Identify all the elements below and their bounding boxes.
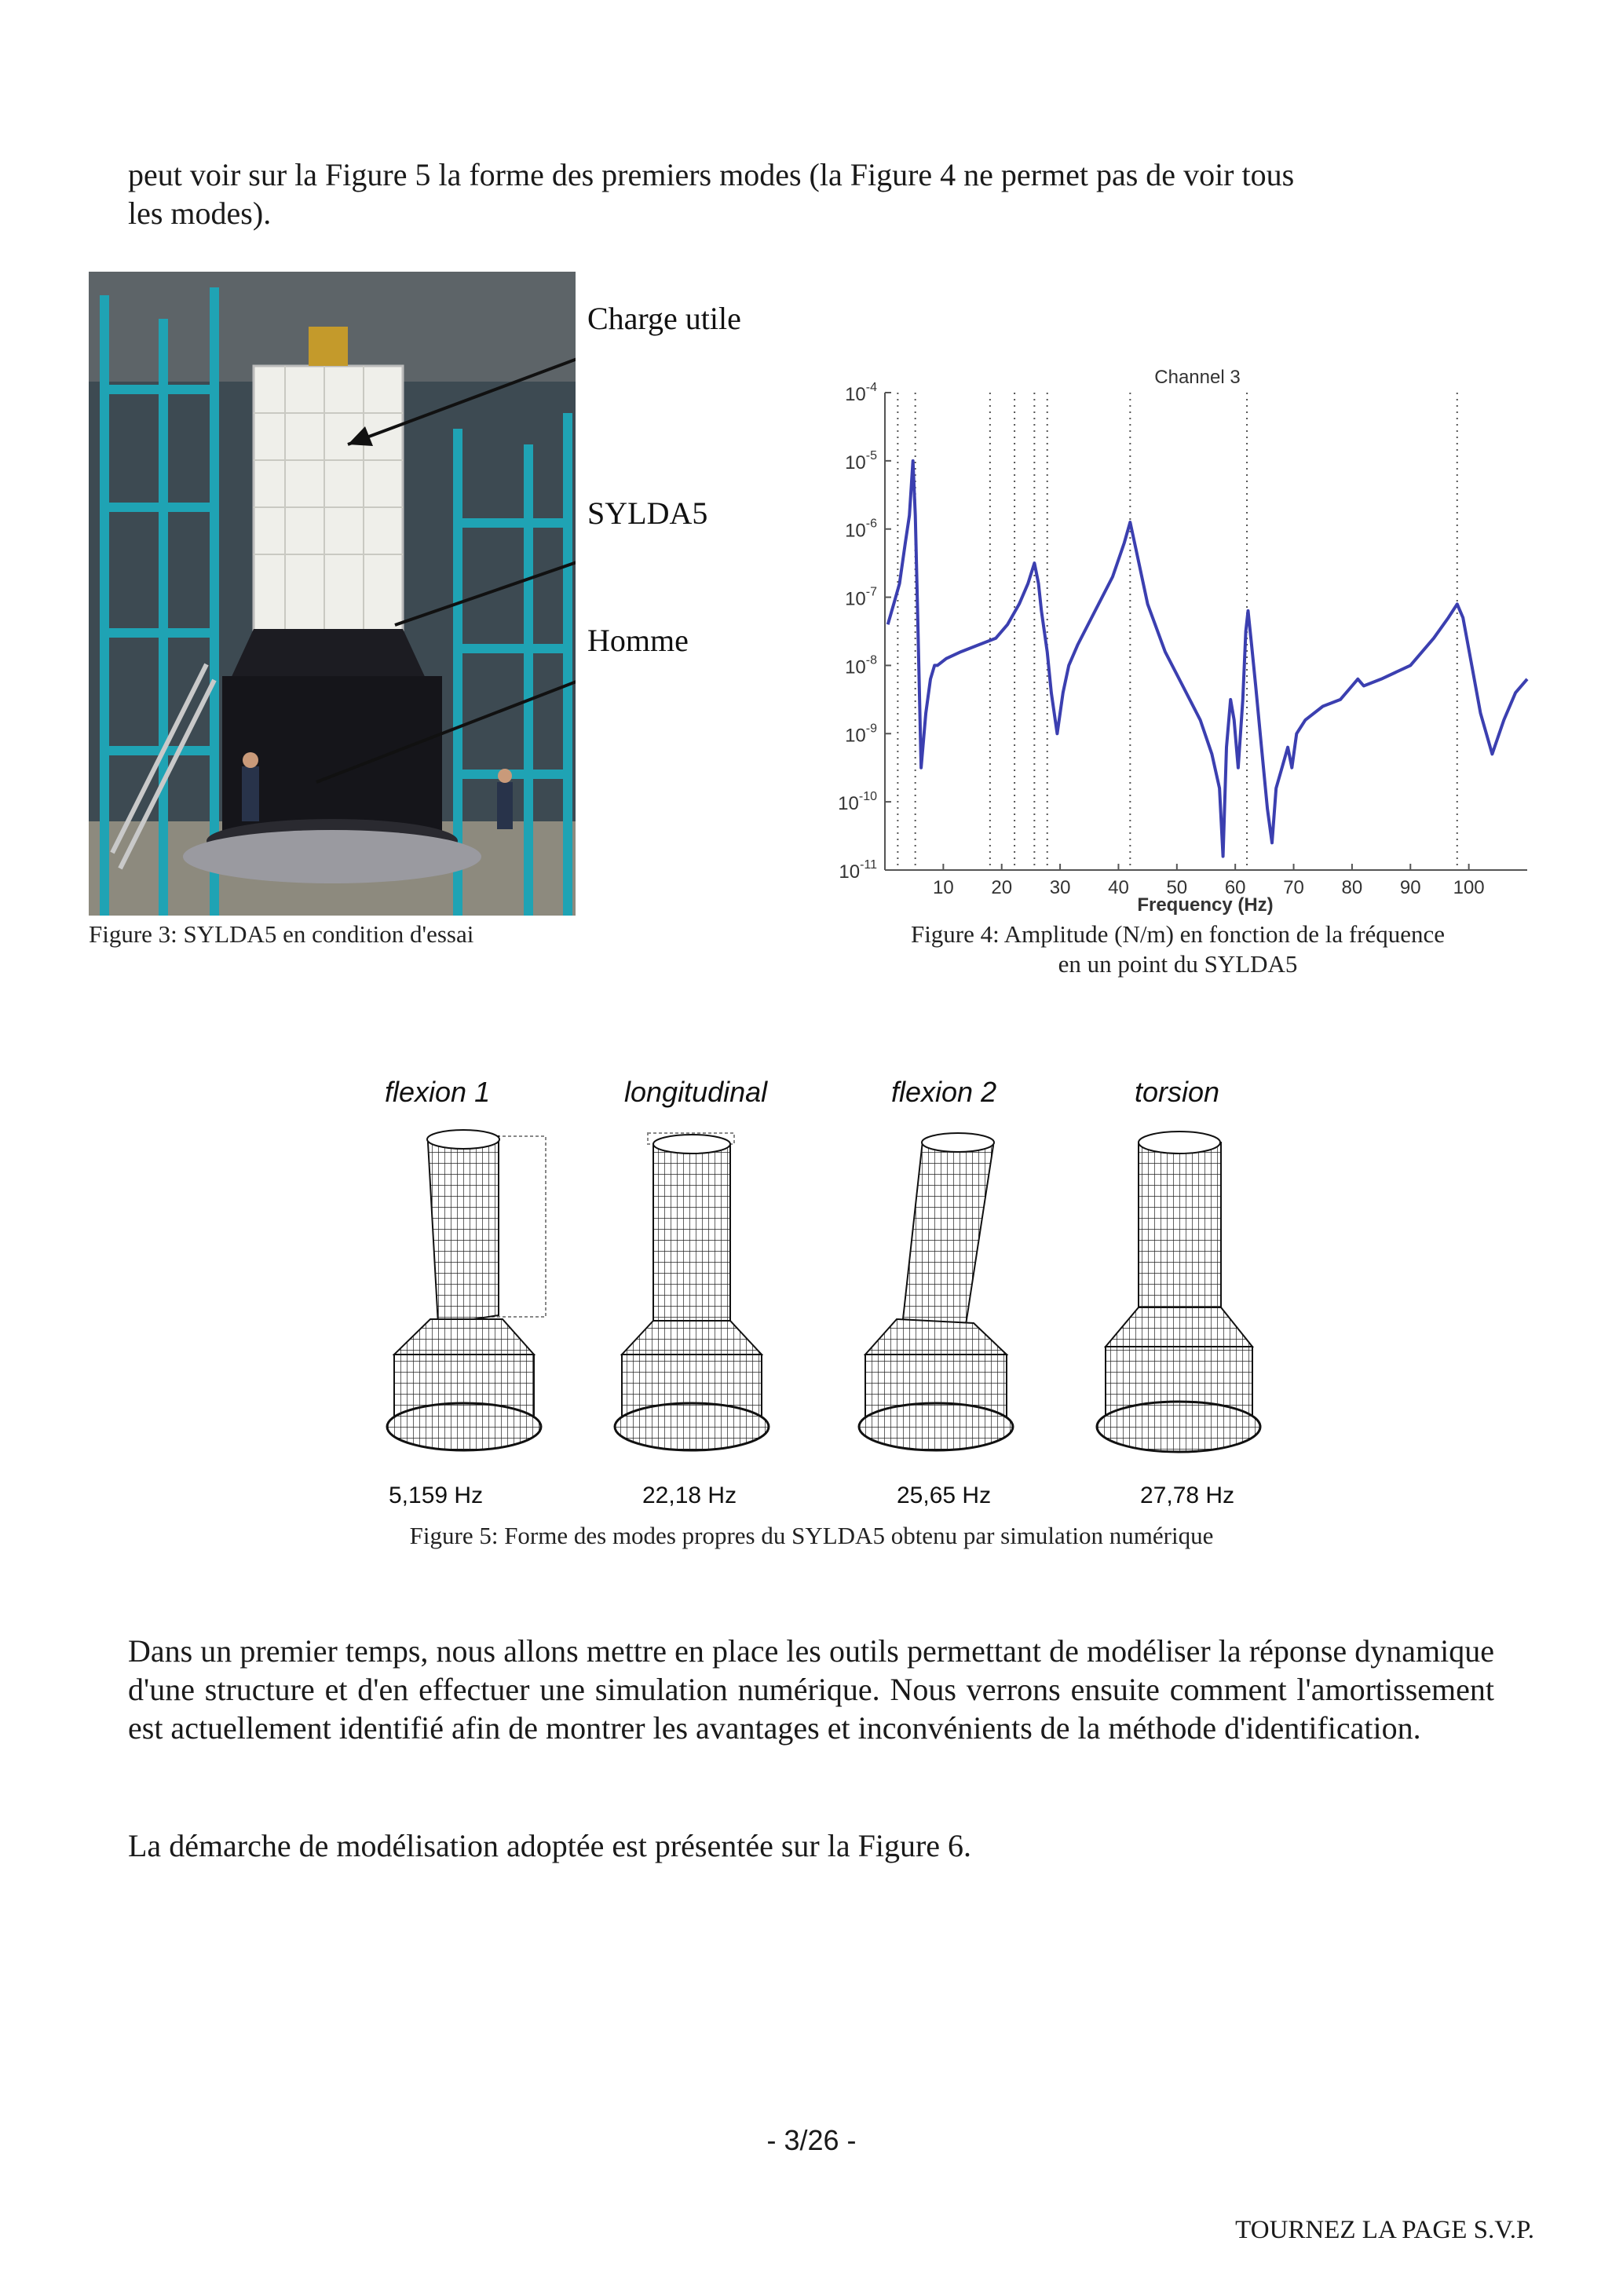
chart-x-tick-label: 30 — [1049, 877, 1071, 898]
mode-label-longitudinal: longitudinal — [624, 1076, 768, 1108]
mode-label-flexion-1: flexion 1 — [385, 1076, 491, 1108]
chart-y-tick-label: $10^{-10}$ — [838, 790, 877, 815]
chart-y-tick-label: $10^{-5}$ — [845, 448, 877, 473]
chart-y-tick-label: $10^{-6}$ — [845, 517, 877, 542]
chart-series-amplitude — [888, 461, 1527, 857]
chart-y-tick-label: $10^{-7}$ — [845, 585, 877, 610]
mode-label-flexion-2: flexion 2 — [891, 1076, 997, 1108]
chart-x-tick-label: 50 — [1166, 877, 1188, 898]
intro-text — [128, 155, 1494, 232]
chart-title: Channel 3 — [1154, 367, 1241, 388]
chart-x-tick-label: 100 — [1453, 877, 1485, 898]
chart-y-tick-label: $10^{-4}$ — [845, 381, 877, 405]
intro-line-2: les modes). — [128, 196, 272, 231]
mode-shape-flexion-2 — [859, 1133, 1013, 1450]
mode-shapes-drawing — [338, 1119, 1327, 1457]
mode-freq-flexion-1: 5,159 Hz — [389, 1483, 484, 1508]
chart-y-tick-label: $10^{-8}$ — [845, 653, 877, 678]
chart-y-tick-label: $10^{-9}$ — [845, 722, 877, 747]
figure3-photo — [89, 272, 576, 916]
figure4-chart — [821, 361, 1535, 919]
callout-sylda5: SYLDA5 — [587, 495, 708, 531]
chart-xlabel: Frequency (Hz) — [1137, 894, 1274, 916]
chart-x-tick-label: 80 — [1341, 877, 1363, 898]
mode-freq-flexion-2: 25,65 Hz — [897, 1483, 992, 1508]
chart-x-tick-label: 10 — [933, 877, 954, 898]
chart-x-tick-label: 40 — [1108, 877, 1129, 898]
mode-freq-longitudinal: 22,18 Hz — [642, 1483, 737, 1508]
chart-x-tick-label: 90 — [1399, 877, 1421, 898]
figure4-caption — [785, 919, 1570, 979]
chart-x-tick-label: 70 — [1283, 877, 1304, 898]
page-number: - 3/26 - — [766, 2124, 857, 2156]
chart-x-tick-label: 20 — [991, 877, 1013, 898]
chart-y-tick-label: $10^{-11}$ — [839, 858, 877, 883]
callout-charge-utile: Charge utile — [587, 301, 741, 336]
intro-line-1: peut voir sur la Figure 5 la forme des premiers modes (la Figure 4 ne permet pas de voir tous — [128, 157, 1295, 192]
figure5-caption: Figure 5: Forme des modes propres du SYLDA5 obtenu par simulation numérique — [409, 1522, 1214, 1549]
chart-x-tick-label: 60 — [1224, 877, 1246, 898]
mode-freq-torsion: 27,78 Hz — [1140, 1483, 1235, 1508]
figure3-caption: Figure 3: SYLDA5 en condition d'essai — [89, 920, 474, 948]
figure4-caption-line2: en un point du SYLDA5 — [1058, 950, 1298, 978]
mode-label-torsion: torsion — [1135, 1076, 1220, 1108]
figure4-caption-line1: Figure 4: Amplitude (N/m) en fonction de la fréquence — [910, 920, 1446, 948]
mode-shape-torsion — [1097, 1132, 1260, 1452]
turn-page-note: TOURNEZ LA PAGE S.V.P. — [1235, 2216, 1534, 2244]
body-paragraph-2: La démarche de modélisation adoptée est présentée sur la Figure 6. — [128, 1828, 972, 1863]
body-paragraph-1: Dans un premier temps, nous allons mettre en place les outils permettant de modéliser la réponse dynamique d'une structure et d'en effectuer une simulation numérique. Nous verrons ensuite comment l'amortissement est actuellement identifié afin de montrer les avantages et inconvénients de la méthode d'identification. — [128, 1633, 1494, 1746]
mode-shape-longitudinal — [615, 1133, 769, 1450]
figure5 — [338, 1076, 1327, 1515]
mode-shape-flexion-1 — [387, 1130, 546, 1450]
callout-homme: Homme — [587, 623, 689, 658]
